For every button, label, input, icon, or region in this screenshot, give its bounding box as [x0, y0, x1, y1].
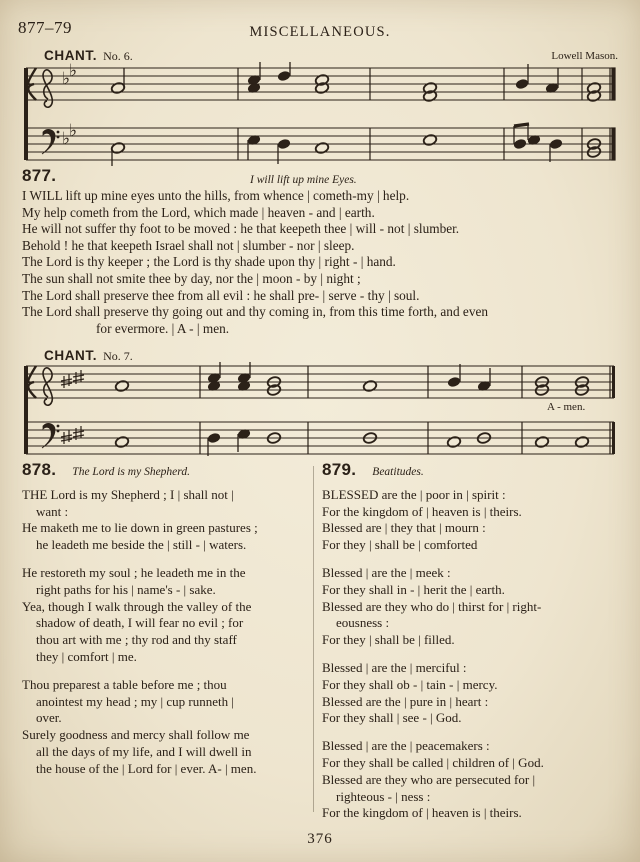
hymn-877-lines	[22, 188, 618, 337]
hymn-878-line: thou art with me ; thy rod and thy staff	[36, 632, 237, 648]
hymn-879-line: For they shall in - | herit the | earth.	[322, 581, 505, 597]
hymn-877-title: I will lift up mine Eyes.	[250, 174, 357, 186]
hymn-878-number: 878.	[22, 460, 57, 479]
svg-text:♭: ♭	[62, 69, 71, 88]
hymn-877-line: The sun shall not smite thee by day, nor the | moon - by | night ;	[22, 270, 361, 286]
hymn-878-line: THE Lord is my Shepherd ; I | shall not |	[22, 486, 234, 502]
hymn-879-line: For they shall ob - | tain - | mercy.	[322, 676, 498, 692]
chant-6-label: CHANT.	[44, 48, 98, 63]
hymn-878-line: He restoreth my soul ; he leadeth me in the	[22, 564, 246, 580]
hymn-879-line: Blessed are | they that | mourn :	[322, 520, 486, 536]
hymn-879-stanza	[322, 487, 618, 554]
hymn-879-line: eousness :	[336, 615, 390, 631]
chant-7-number: No. 7.	[103, 349, 133, 363]
column-divider	[313, 466, 314, 812]
hymn-879-line: For the kingdom of | heaven is | theirs.	[322, 805, 522, 821]
hymn-879-line: For they | shall be | filled.	[322, 632, 455, 648]
hymn-878-stanza	[22, 487, 308, 554]
hymn-877-line: Behold ! he that keepeth Israel shall not | slumber - nor | sleep.	[22, 237, 355, 253]
svg-text:♭: ♭	[62, 129, 71, 148]
hymn-878-title: The Lord is my Shepherd.	[72, 466, 190, 478]
hymn-879-line: For they shall | see - | God.	[322, 710, 462, 726]
hymn-879-line: Blessed | are the | meek :	[322, 564, 451, 580]
hymn-878-line: they | comfort | me.	[36, 648, 137, 664]
hymn-879-stanza	[322, 660, 618, 727]
hymn-877-line: I WILL lift up mine eyes unto the hills, from whence | cometh-my | help.	[22, 188, 410, 203]
hymn-878-line: anointest my head ; my | cup runneth |	[36, 693, 234, 709]
hymn-878	[22, 462, 308, 789]
svg-text:♭: ♭	[69, 62, 78, 80]
hymn-877-line: My help cometh from the Lord, which made | heaven - and | earth.	[22, 204, 375, 220]
hymn-879-line: For the kingdom of | heaven is | theirs.	[322, 503, 522, 519]
hymn-878-line: the house of the | Lord for | ever. A- | men.	[36, 760, 257, 776]
chant-6-number: No. 6.	[103, 49, 133, 63]
chant-7-music	[22, 362, 618, 458]
hymn-879	[322, 462, 618, 833]
hymn-877-line: for evermore. | A - | men.	[96, 320, 230, 336]
chant-6-music	[22, 62, 618, 168]
hymn-878-line: over.	[36, 710, 62, 726]
hymn-878-line: Thou preparest a table before me ; thou	[22, 676, 227, 692]
hymn-877-line: He will not suffer thy foot to be moved : he that keepeth thee | will - not | slumber.	[22, 221, 460, 237]
hymn-877-number: 877.	[22, 166, 57, 185]
hymn-879-line: For they | shall be | comforted	[322, 537, 478, 553]
hymn-878-stanza	[22, 565, 308, 666]
hymn-879-line: Blessed are they who do | thirst for | right-	[322, 598, 542, 614]
hymn-879-line: Blessed are the | pure in | heart :	[322, 693, 489, 709]
hymn-878-line: he leadeth me beside the | still - | waters.	[36, 537, 247, 553]
hymn-879-line: righteous - | ness :	[336, 788, 431, 804]
hymn-879-line: Blessed are they who are persecuted for |	[322, 771, 536, 787]
chant-7-amen: A - men.	[547, 401, 586, 413]
hymn-878-line: shadow of death, I will fear no evil ; for	[36, 615, 244, 631]
hymn-877-line: The Lord shall preserve thee from all evil : he shall pre- | serve - thy | soul.	[22, 287, 420, 303]
hymn-879-line: BLESSED are the | poor in | spirit :	[322, 486, 506, 502]
hymn-878-line: all the days of my life, and I will dwell in	[36, 743, 252, 759]
hymn-879-line: Blessed | are the | peacemakers :	[322, 738, 490, 754]
svg-text:♭: ♭	[69, 121, 78, 140]
hymn-878-line: Yea, though I walk through the valley of the	[22, 598, 252, 614]
hymn-879-title: Beatitudes.	[372, 466, 424, 478]
page-header-left: 877–79	[18, 18, 72, 37]
chant-6-composer: Lowell Mason.	[551, 50, 618, 62]
hymn-879-number: 879.	[322, 460, 357, 479]
hymn-877	[22, 168, 618, 337]
page-number: 376	[307, 831, 333, 847]
hymn-878-line: right paths for his | name's - | sake.	[36, 581, 216, 597]
page-header-title: MISCELLANEOUS.	[249, 24, 391, 40]
hymn-879-line: Blessed | are the | merciful :	[322, 659, 467, 675]
hymn-878-line: He maketh me to lie down in green pastures ;	[22, 520, 258, 536]
hymn-878-line: Surely goodness and mercy shall follow me	[22, 727, 250, 743]
hymn-878-line: want :	[36, 503, 69, 519]
hymn-879-stanza	[322, 565, 618, 649]
hymn-879-line: For they shall be called | children of | God.	[322, 754, 544, 770]
hymn-879-stanza	[322, 738, 618, 822]
chant-7-label: CHANT.	[44, 348, 98, 363]
hymn-877-line: The Lord is thy keeper ; the Lord is thy shade upon thy | right - | hand.	[22, 254, 396, 270]
hymn-877-line: The Lord shall preserve thy going out and thy coming in, from this time forth, and even	[22, 304, 489, 320]
hymn-878-stanza	[22, 677, 308, 778]
